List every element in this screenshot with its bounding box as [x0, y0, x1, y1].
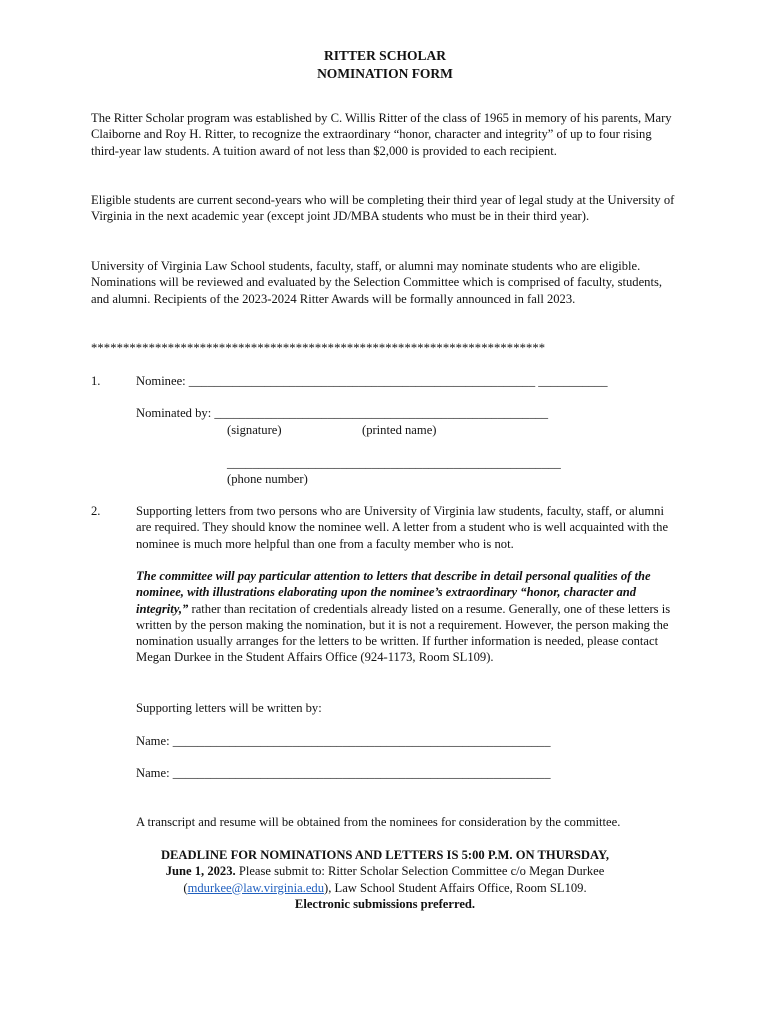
title-line-2: NOMINATION FORM	[317, 66, 453, 81]
item-2-number: 2.	[91, 504, 101, 518]
committee-emphasis-text: The committee will pay particular attention to letters that describe in detail personal qualities of the nominee, with illustrations elaborating upon the nominee’s extraordinary “honor, character and integrity,”	[136, 569, 651, 616]
letter-writer-name-field-1[interactable]: Name: ____________________________________________________________	[136, 734, 551, 748]
office-location-text: ), Law School Student Affairs Office, Room SL109.	[324, 880, 587, 895]
phone-number-field[interactable]: _____________________________________________________	[227, 456, 561, 470]
committee-attention-paragraph	[136, 568, 682, 666]
deadline-line: DEADLINE FOR NOMINATIONS AND LETTERS IS 5:00 P.M. ON THURSDAY,	[160, 848, 610, 862]
submit-to-text: Please submit to: Ritter Scholar Selection Committee c/o Megan Durkee	[235, 864, 605, 879]
deadline-block	[0, 847, 770, 912]
form-title	[0, 47, 770, 83]
email-link[interactable]: mdurkee@law.virginia.edu	[187, 880, 325, 895]
phone-number-label: (phone number)	[227, 472, 308, 486]
printed-name-label: (printed name)	[362, 423, 437, 437]
submission-line	[0, 863, 770, 879]
title-line-1: RITTER SCHOLAR	[324, 48, 446, 63]
deadline-date: June 1, 2023.	[165, 864, 236, 879]
nominee-field[interactable]: Nominee: _______________________________________________________ ___________	[136, 374, 608, 388]
electronic-submissions-note: Electronic submissions preferred.	[294, 896, 476, 911]
separator-line: ***********************************************************************	[91, 341, 546, 355]
committee-rest-text: rather than recitation of credentials already listed on a resume. Generally, one of these letters is written by the person making the nomination, but it is not a requirement. However, the person making the nomination usually arranges for the letters to be written. If further information is needed, please contact Megan Durkee in the Student Affairs Office (924-1173, Room SL109).	[136, 601, 671, 665]
supporting-letters-paragraph: Supporting letters from two persons who are University of Virginia law students, faculty, staff, or alumni are required. They should know the nominee well. A letter from a student who is well acquainted with the nominee is much more helpful than one from a faculty member who is not.	[136, 504, 669, 551]
open-paren: (	[183, 880, 188, 895]
item-1-number: 1.	[91, 374, 101, 388]
contact-line	[0, 880, 770, 896]
signature-label: (signature)	[227, 423, 282, 437]
intro-paragraph-3: University of Virginia Law School students, faculty, staff, or alumni may nominate students who are eligible. Nominations will be reviewed and evaluated by the Selection Committee which is comprised of faculty, students, and alumni. Recipients of the 2023-2024 Ritter Awards will be formally announced in fall 2023.	[91, 259, 663, 306]
letter-writer-name-field-2[interactable]: Name: ____________________________________________________________	[136, 766, 551, 780]
intro-paragraph-2: Eligible students are current second-years who will be completing their third year of legal study at the University of Virginia in the next academic year (except joint JD/MBA students who must be in their third year).	[91, 193, 675, 224]
transcript-note: A transcript and resume will be obtained from the nominees for consideration by the committee.	[136, 815, 621, 829]
intro-paragraph-1: The Ritter Scholar program was established by C. Willis Ritter of the class of 1965 in memory of his parents, Mary Claiborne and Roy H. Ritter, to recognize the extraordinary “honor, character and integrity” of up to four rising third-year law students. A tuition award of not less than $2,000 is provided to each recipient.	[91, 111, 672, 158]
letters-written-by-label: Supporting letters will be written by:	[136, 701, 322, 715]
nominated-by-field[interactable]: Nominated by: _____________________________________________________	[136, 406, 549, 420]
